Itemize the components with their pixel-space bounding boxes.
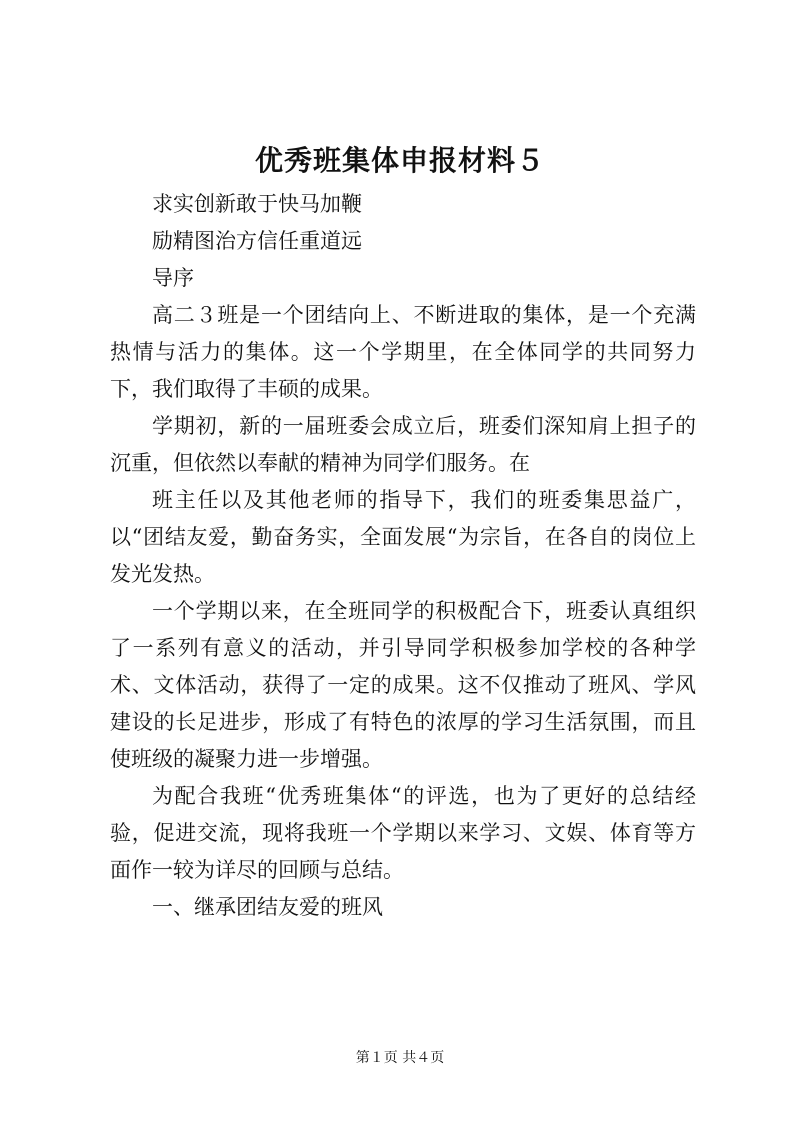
- paragraph-intro: 高二３班是一个团结向上、不断进取的集体，是一个充满热情与活力的集体。这一个学期里，在全体同学的共同努力下，我们取得了丰硕的成果。: [110, 303, 696, 401]
- paragraph-guidance: 班主任以及其他老师的指导下，我们的班委集思益广，以“团结友爱，勤奋务实，全面发展“为宗旨，在各自的岗位上发光发热。: [110, 488, 696, 586]
- paragraph-motto-2: 励精图治方信任重道远: [152, 229, 362, 253]
- document-body: [110, 186, 696, 926]
- paragraph-term-start: 学期初，新的一届班委会成立后，班委们深知肩上担子的沉重，但依然以奉献的精神为同学们服务。在: [110, 414, 696, 475]
- paragraph-purpose: 为配合我班“优秀班集体“的评选，也为了更好的总结经验，促进交流，现将我班一个学期以来学习、文娱、体育等方面作一较为详尽的回顾与总结。: [110, 784, 696, 882]
- page-footer: 第１页 共４页: [355, 1050, 445, 1066]
- section-heading-1: 一、继承团结友爱的班风: [152, 895, 383, 919]
- paragraph-motto-1: 求实创新敢于快马加鞭: [152, 192, 362, 216]
- paragraph-preface-heading: 导序: [152, 266, 194, 290]
- paragraph-activities: 一个学期以来，在全班同学的积极配合下，班委认真组织了一系列有意义的活动，并引导同学积极参加学校的各种学术、文体活动，获得了一定的成果。这不仅推动了班风、学风建设的长足进步，形成了有特色的浓厚的学习生活氛围，而且使班级的凝聚力进一步增强。: [110, 599, 696, 771]
- document-title: 优秀班集体申报材料５: [254, 144, 545, 177]
